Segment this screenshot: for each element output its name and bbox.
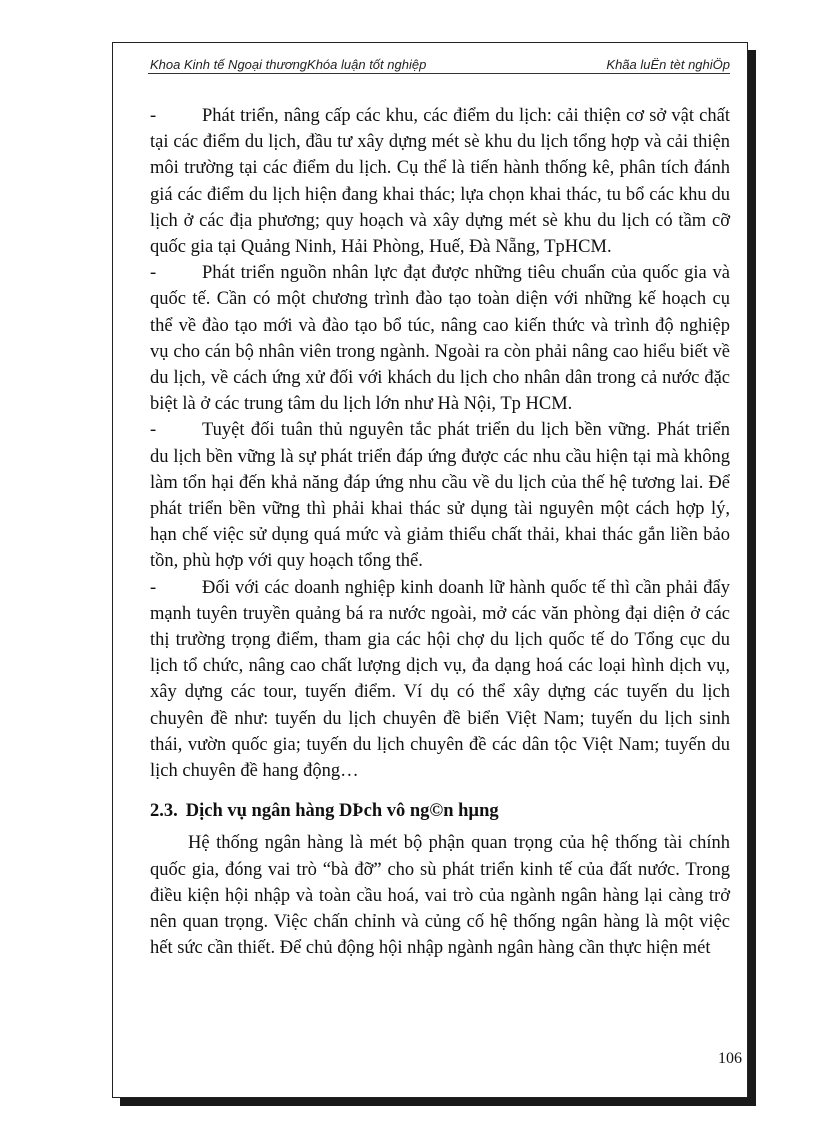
bullet-text: Phát triển nguồn nhân lực đạt được những tiêu chuẩn của quốc gia và quốc tế. Cần có một chương trình đào tạo toàn diện với những kế hoạch cụ thể về đào tạo mới và đào tạo bổ túc, nâng cao kiến thức và trình độ nghiệp vụ cho cán bộ nhân viên trong ngành. Ngoài ra còn phải nâng cao hiểu biết về du lịch, về cách ứng xử đối với khách du lịch cho nhân dân trong cả nước đặc biệt là ở các trung tâm du lịch lớn như Hà Nội, Tp HCM. (150, 263, 730, 415)
bullet-paragraph (150, 260, 730, 417)
bullet-paragraph (150, 103, 730, 260)
bullet-text: Đối với các doanh nghiệp kinh doanh lữ hành quốc tế thì cần phải đẩy mạnh tuyên truyền quảng bá ra nước ngoài, mở các văn phòng đại diện ở các thị trường trọng điểm, tham gia các hội chợ du lịch quốc tế do Tổng cục du lịch tổ chức, nâng cao chất lượng dịch vụ, đa dạng hoá các loại hình dịch vụ, xây dựng các tour, tuyến điểm. Ví dụ có thể xây dựng các tuyến du lịch chuyên đề như: tuyến du lịch chuyên đề biển Việt Nam; tuyến du lịch sinh thái, vườn quốc gia; tuyến du lịch chuyên đề các dân tộc Việt Nam; tuyến du lịch chuyên đề hang động… (150, 577, 730, 782)
bullet-dash: - (150, 577, 157, 598)
bullet-paragraph (150, 575, 730, 785)
header-left: Khoa Kinh tế Ngoại thươngKhóa luận tốt nghiệp (150, 57, 427, 72)
bullet-dash: - (150, 263, 157, 284)
section-paragraph: Hệ thống ngân hàng là mét bộ phận quan trọng của hệ thống tài chính quốc gia, đóng vai trò “bà đỡ” cho sù phát triển kinh tế của đất nước. Trong điều kiện hội nhập và toàn cầu hoá, vai trò của ngành ngân hàng lại càng trở nên quan trọng. Việc chấn chỉnh và củng cố hệ thống ngân hàng là một việc hết sức cần thiết. Để chủ động hội nhập ngành ngân hàng cần thực hiện mét (150, 833, 730, 959)
bullet-text: Tuyệt đối tuân thủ nguyên tắc phát triển du lịch bền vững. Phát triển du lịch bền vững là sự phát triển đáp ứng được các nhu cầu hiện tại mà không làm tổn hại đến khả năng đáp ứng nhu cầu về du lịch của thế hệ tương lai. Để phát triển bền vững thì phải khai thác sử dụng tài nguyên một cách hợp lý, hạn chế việc sử dụng quá mức và giảm thiểu chất thải, khai thác gắn liền bảo tồn, phù hợp với quy hoạch tổng thể. (150, 420, 730, 572)
section-number: 2.3. (150, 801, 178, 822)
header-right: Khãa luËn tèt nghiÖp (606, 57, 730, 72)
header-rule (148, 73, 730, 74)
section-heading (150, 798, 730, 824)
bullet-paragraph (150, 417, 730, 574)
page-number: 106 (718, 1050, 742, 1067)
page-shadow-right (748, 50, 756, 1098)
bullet-text: Phát triển, nâng cấp các khu, các điểm du lịch: cải thiện cơ sở vật chất tại các điểm du lịch, đầu tư xây dựng mét sè khu du lịch tổng hợp và cải thiện môi trường tại các điểm du lịch. Cụ thể là tiến hành thống kê, phân tích đánh giá các điểm du lịch hiện đang khai thác; lựa chọn khai thác, tu bổ các khu du lịch ở các địa phương; quy hoạch và xây dựng mét sè khu du lịch có tầm cỡ quốc gia tại Quảng Ninh, Hải Phòng, Huế, Đà Nẵng, TpHCM. (150, 106, 730, 258)
page-header (150, 50, 730, 72)
bullet-dash: - (150, 106, 157, 126)
document-body (150, 103, 730, 962)
page-shadow-bottom (120, 1098, 756, 1106)
section-title: Dịch vụ ngân hàng DÞch vô ng©n hµng (185, 801, 499, 822)
bullet-dash: - (150, 420, 157, 441)
